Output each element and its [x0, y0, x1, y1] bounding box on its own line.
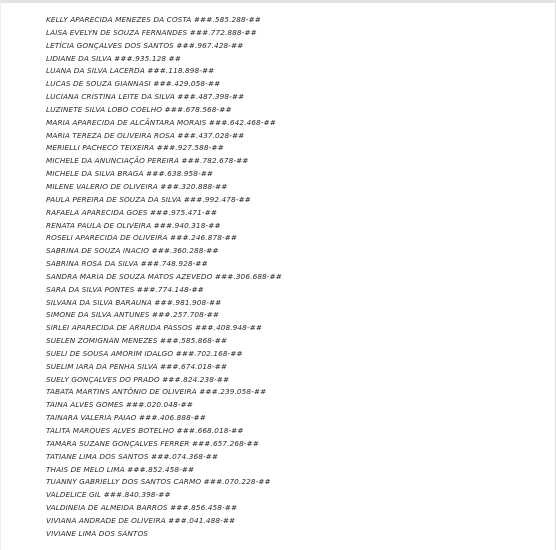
list-item: TATIANE LIMA DOS SANTOS ###.074.368-## [46, 451, 219, 461]
list-item: SIRLEI APARECIDA DE ARRUDA PASSOS ###.408.948-## [46, 323, 263, 333]
list-item: TAINARA VALERIA PAIAO ###.406.888-## [46, 413, 206, 423]
list-item: LETÍCIA GONÇALVES DOS SANTOS ###.967.428-## [46, 40, 244, 50]
list-item: LUCAS DE SOUZA GIANNASI ###.429.058-## [46, 79, 221, 89]
list-item: MILENE VALERIO DE OLIVEIRA ###.320.888-## [46, 181, 228, 191]
list-item: KELLY APARECIDA MENEZES DA COSTA ###.585.288-## [46, 15, 261, 24]
list-item: ROSELI APARECIDA DE OLIVEIRA ###.246.878-## [46, 233, 238, 243]
list-item: SUELIM IARA DA PENHA SILVA ###.674.018-## [46, 361, 228, 371]
list-item: SANDRA MARIA DE SOUZA MATOS AZEVEDO ###.306.688-## [46, 271, 282, 281]
list-item: SABRINA ROSA DA SILVA ###.748.928-## [46, 259, 208, 269]
list-item: VIVIANE LIMA DOS SANTOS [46, 528, 149, 538]
list-item: MARIA APARECIDA DE ALCÂNTARA MORAIS ###.642.468-## [46, 117, 276, 127]
list-item: VALDINEIA DE ALMEIDA BARROS ###.856.458-## [46, 503, 238, 513]
list-item: TALITA MARQUES ALVES BOTELHO ###.668.018-## [46, 426, 244, 435]
list-item: TAMARA SUZANE GONÇALVES FERRER ###.657.268-## [46, 438, 259, 448]
list-item: LUANA DA SILVA LACERDA ###.118.898-## [46, 66, 215, 76]
list-item: LAISA EVELYN DE SOUZA FERNANDES ###.772.888-## [46, 27, 257, 37]
list-item: VALDELICE GIL ###.840.398-## [46, 490, 171, 500]
list-item: LUCIANA CRISTINA LEITE DA SILVA ###.487.398-## [46, 92, 245, 102]
list-item: TABATA MARTINS ANTÔNIO DE OLIVEIRA ###.239.058-## [46, 387, 267, 397]
list-item: PAULA PEREIRA DE SOUZA DA SILVA ###.992.478-## [46, 194, 251, 204]
list-item: VIVIANA ANDRADE DE OLIVEIRA ###.041.488-## [46, 515, 236, 525]
list-item: TAINA ALVES GOMES ###.020.048-## [46, 400, 193, 410]
list-item: MERIELLI PACHECO TEIXEIRA ###.927.588-## [46, 143, 224, 153]
list-item: SIMONE DA SILVA ANTUNES ###.257.708-## [46, 310, 220, 320]
list-item: LUZINETE SILVA LOBO COELHO ###.678.568-## [46, 104, 232, 114]
page-top-edge [0, 0, 556, 3]
list-item: SUELI DE SOUSA AMORIM IDALGO ###.702.168-## [46, 348, 243, 358]
list-item: SARA DA SILVA PONTES ###.774.148-## [46, 284, 204, 294]
list-item: RAFAELA APARECIDA GOES ###.975.471-## [46, 207, 218, 217]
list-item: MICHELE DA ANUNCIAÇÃO PEREIRA ###.782.678-## [46, 156, 249, 166]
list-item: SILVANA DA SILVA BARAUNA ###.981.908-## [46, 297, 222, 307]
list-item: TUANNY GABRIELLY DOS SANTOS CARMO ###.070.228-## [46, 477, 271, 487]
list-item: MICHELE DA SILVA BRAGA ###.638.958-## [46, 169, 214, 179]
list-item: SUELY GONÇALVES DO PRADO ###.824.238-## [46, 374, 230, 384]
list-item: MARIA TEREZA DE OLIVEIRA ROSA ###.437.028-## [46, 130, 245, 140]
list-item: THAIS DE MELO LIMA ###.852.458-## [46, 464, 195, 474]
list-item: LIDIANE DA SILVA ###.935.128 ## [46, 53, 181, 63]
list-item: SABRINA DE SOUZA INACIO ###.360.288-## [46, 246, 219, 256]
list-item: RENATA PAULA DE OLIVEIRA ###.940.318-## [46, 220, 221, 230]
list-item: SUELEN ZOMIGNAN MENEZES ###.585.868-## [46, 336, 228, 346]
page-left-edge [0, 0, 1, 550]
name-list [46, 14, 282, 541]
